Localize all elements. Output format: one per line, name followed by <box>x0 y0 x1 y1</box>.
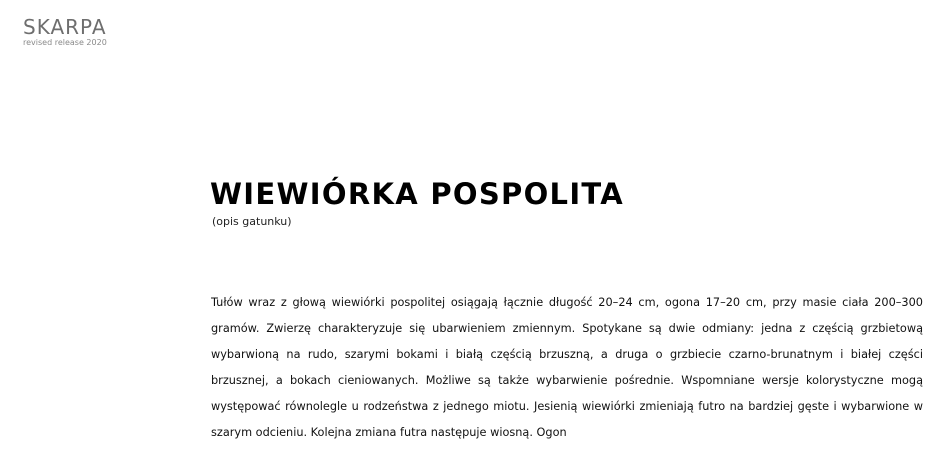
article-body: Tułów wraz z głową wiewiórki pospolitej osiągają łącznie długość 20–24 cm, ogona 17–20 cm, przy masie ciała 200–300 gramów. Zwierzę charakteryzuje się ubarwieniem zmiennym. Spotykane są dwie odmiany: jedna z częścią grzbietową wybarwioną na rudo, szarymi bokami i białą częścią brzuszną, a druga o grzbiecie czarno-brunatnym i białej części brzusznej, a bokach cieniowanych. Możliwe są także wybarwienie pośrednie. Wspomniane wersje kolorystyczne mogą występować równolegle u rodzeństwa z jednego miotu. Jesienią wiewiórki zmieniają futro na bardziej gęste i wybarwione w szarym odcieniu. Kolejna zmiana futra następuje wiosną. Ogon <box>211 296 923 439</box>
brand-subtitle: revised release 2020 <box>23 38 107 47</box>
page-title: WIEWIÓRKA POSPOLITA <box>210 177 625 211</box>
brand-logo <box>23 16 107 48</box>
brand-name: SKARPA <box>23 15 107 39</box>
page-subtitle: (opis gatunku) <box>212 215 292 228</box>
